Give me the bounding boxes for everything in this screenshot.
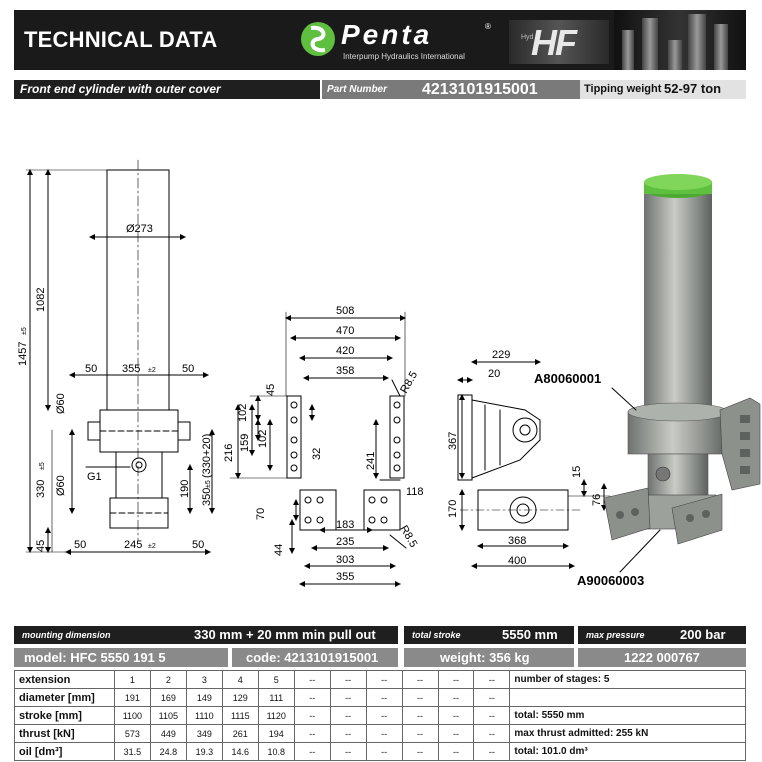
tipping-weight-label: Tipping weight — [584, 83, 662, 95]
max-pressure-value: 200 bar — [680, 627, 726, 642]
logo-subtitle: Interpump Hydraulics International — [343, 52, 465, 61]
dim-216: 216 — [223, 443, 235, 462]
dim-tube-diameter: Ø273 — [126, 223, 153, 235]
dim-367: 367 — [447, 431, 459, 450]
mounting-dimension-value: 330 mm + 20 mm min pull out — [194, 627, 376, 642]
table-cell: 1 — [114, 671, 150, 689]
dim-top-offset-left: 50 — [85, 363, 98, 375]
stage-data-table — [14, 670, 746, 761]
table-cell: -- — [474, 725, 510, 743]
dim-total-height: 1457 — [17, 341, 29, 366]
dim-102b: 102 — [257, 429, 269, 448]
table-row — [15, 725, 746, 743]
table-cell: 24.8 — [150, 743, 186, 761]
hf-text: HF — [531, 22, 575, 63]
table-cell: 111 — [258, 689, 294, 707]
weight-value: weight: 356 kg — [404, 648, 574, 667]
logo-brand-text: Penta — [341, 19, 433, 50]
table-cell: -- — [330, 743, 366, 761]
dim-170: 170 — [447, 499, 459, 518]
dim-183: 183 — [336, 519, 355, 531]
table-cell: -- — [402, 671, 438, 689]
table-cell: -- — [330, 689, 366, 707]
dim-76: 76 — [591, 493, 603, 506]
table-row — [15, 707, 746, 725]
technical-drawing — [0, 100, 762, 620]
dim-470: 470 — [336, 325, 355, 337]
row-header: stroke [mm] — [15, 707, 115, 725]
table-cell: 1105 — [150, 707, 186, 725]
table-cell: 31.5 — [114, 743, 150, 761]
table-cell: -- — [438, 671, 474, 689]
dim-350-extra: (330+20) — [201, 433, 213, 478]
dim-pin-dia-lower: Ø60 — [55, 475, 67, 496]
dim-190: 190 — [179, 479, 191, 498]
table-cell: 449 — [150, 725, 186, 743]
dim-15: 15 — [571, 465, 583, 478]
dim-bot-width-tol: ±2 — [148, 543, 156, 550]
dim-229: 229 — [492, 349, 511, 361]
table-row — [15, 671, 746, 689]
table-cell: 5 — [258, 671, 294, 689]
dim-total-height-tol: ±5 — [21, 327, 28, 335]
code-value: code: 4213101915001 — [232, 648, 398, 667]
dim-bot-offset-left: 50 — [74, 539, 87, 551]
cylinder-render — [604, 174, 760, 544]
dim-400: 400 — [508, 555, 527, 567]
row-header: extension — [15, 671, 115, 689]
table-cell: -- — [366, 725, 402, 743]
mounting-dimension-label: mounting dimension — [22, 630, 111, 640]
g1-label: G1 — [87, 471, 102, 483]
dim-70: 70 — [255, 507, 267, 520]
upper-bracket-label: A80060001 — [534, 371, 602, 386]
row-summary: max thrust admitted: 255 kN — [510, 725, 746, 743]
table-row — [15, 743, 746, 761]
table-cell: 149 — [186, 689, 222, 707]
dim-pin-dia-upper: Ø60 — [55, 393, 67, 414]
bracket-dims — [223, 305, 424, 583]
row-summary: number of stages: 5 — [510, 671, 746, 689]
dim-bot-width: 245 — [124, 539, 143, 551]
dim-355: 355 — [336, 571, 355, 583]
header-banner — [14, 10, 746, 70]
model-value: model: HFC 5550 191 5 — [14, 648, 228, 667]
table-cell: 3 — [186, 671, 222, 689]
dim-top-width-tol: ±2 — [148, 367, 156, 374]
table-cell: -- — [366, 671, 402, 689]
dim-235: 235 — [336, 536, 355, 548]
table-cell: 191 — [114, 689, 150, 707]
penta-swirl-icon — [299, 18, 337, 60]
dim-45-bracket: 45 — [265, 383, 277, 396]
table-cell: 349 — [186, 725, 222, 743]
spec-bar-primary — [14, 626, 746, 644]
logo-registered: ® — [485, 22, 491, 31]
row-summary: total: 5550 mm — [510, 707, 746, 725]
table-cell: -- — [438, 707, 474, 725]
table-cell: 194 — [258, 725, 294, 743]
penta-logo — [299, 16, 509, 64]
table-cell: -- — [474, 671, 510, 689]
total-stroke-block — [404, 626, 574, 644]
dim-20: 20 — [488, 368, 501, 380]
info-bar — [14, 80, 746, 99]
dim-44: 44 — [273, 543, 285, 556]
table-cell: -- — [474, 707, 510, 725]
table-cell: 573 — [114, 725, 150, 743]
tipping-weight — [580, 80, 746, 99]
table-cell: 1110 — [186, 707, 222, 725]
table-cell: 169 — [150, 689, 186, 707]
dim-102a: 102 — [237, 403, 249, 422]
table-cell: 4 — [222, 671, 258, 689]
total-stroke-value: 5550 mm — [502, 627, 558, 642]
table-cell: 19.3 — [186, 743, 222, 761]
table-cell: -- — [402, 725, 438, 743]
row-header: diameter [mm] — [15, 689, 115, 707]
dim-368: 368 — [508, 535, 527, 547]
table-cell: -- — [294, 671, 330, 689]
front-view-dims — [17, 223, 213, 552]
ref-code: 1222 000767 — [578, 648, 746, 667]
dim-420: 420 — [336, 345, 355, 357]
dim-350: 350 — [201, 487, 213, 506]
table-cell: 1100 — [114, 707, 150, 725]
dim-159: 159 — [239, 433, 251, 452]
table-cell: 1120 — [258, 707, 294, 725]
table-cell: -- — [294, 707, 330, 725]
dim-330-tol: ±5 — [39, 462, 46, 470]
side-view — [458, 362, 610, 566]
table-cell: -- — [366, 689, 402, 707]
page-title: TECHNICAL DATA — [24, 27, 218, 52]
dim-bot-offset-right: 50 — [192, 539, 205, 551]
table-cell: -- — [330, 725, 366, 743]
dim-241: 241 — [365, 451, 377, 470]
dim-330: 330 — [35, 479, 47, 498]
max-pressure-label: max pressure — [586, 630, 645, 640]
table-cell: 1115 — [222, 707, 258, 725]
cylinder-photos — [614, 10, 746, 70]
table-cell: -- — [330, 671, 366, 689]
table-cell: -- — [402, 707, 438, 725]
dim-508: 508 — [336, 305, 355, 317]
row-header: thrust [kN] — [15, 725, 115, 743]
dim-r85-top: R8.5 — [398, 369, 421, 396]
dim-r85-bot: R8.5 — [397, 523, 420, 550]
table-cell: -- — [474, 689, 510, 707]
table-cell: -- — [474, 743, 510, 761]
table-cell: -- — [294, 743, 330, 761]
dim-32: 32 — [311, 447, 323, 460]
row-header: oil [dm³] — [15, 743, 115, 761]
dim-118: 118 — [406, 486, 424, 498]
product-description: Front end cylinder with outer cover — [14, 80, 320, 99]
part-number: 4213101915001 — [402, 80, 580, 99]
table-cell: -- — [402, 743, 438, 761]
tipping-weight-value: 52-97 ton — [664, 81, 722, 96]
dim-top-offset-right: 50 — [182, 363, 195, 375]
dim-303: 303 — [336, 554, 355, 566]
part-number-label: Part Number — [322, 80, 402, 99]
dim-45: 45 — [35, 539, 47, 552]
table-cell: -- — [438, 689, 474, 707]
dim-350-tol: ±5 — [205, 480, 212, 488]
table-cell: -- — [366, 743, 402, 761]
mounting-dimension-block — [14, 626, 398, 644]
dim-tube-height: 1082 — [35, 287, 47, 312]
row-summary — [510, 689, 746, 707]
table-cell: -- — [294, 725, 330, 743]
table-cell: -- — [402, 689, 438, 707]
max-pressure-block — [578, 626, 746, 644]
table-cell: 129 — [222, 689, 258, 707]
spec-bar-secondary — [14, 648, 746, 667]
dim-358: 358 — [336, 365, 355, 377]
table-cell: 10.8 — [258, 743, 294, 761]
table-row — [15, 689, 746, 707]
table-cell: -- — [438, 725, 474, 743]
table-cell: -- — [438, 743, 474, 761]
hf-small-text: Hyd — [521, 34, 534, 41]
table-cell: -- — [294, 689, 330, 707]
table-cell: -- — [366, 707, 402, 725]
dim-top-width: 355 — [122, 363, 141, 375]
table-cell: 2 — [150, 671, 186, 689]
total-stroke-label: total stroke — [412, 630, 461, 640]
hf-logo — [509, 20, 609, 64]
table-cell: 261 — [222, 725, 258, 743]
table-cell: 14.6 — [222, 743, 258, 761]
row-summary: total: 101.0 dm³ — [510, 743, 746, 761]
table-cell: -- — [330, 707, 366, 725]
lower-bracket-label: A90060003 — [577, 573, 645, 588]
